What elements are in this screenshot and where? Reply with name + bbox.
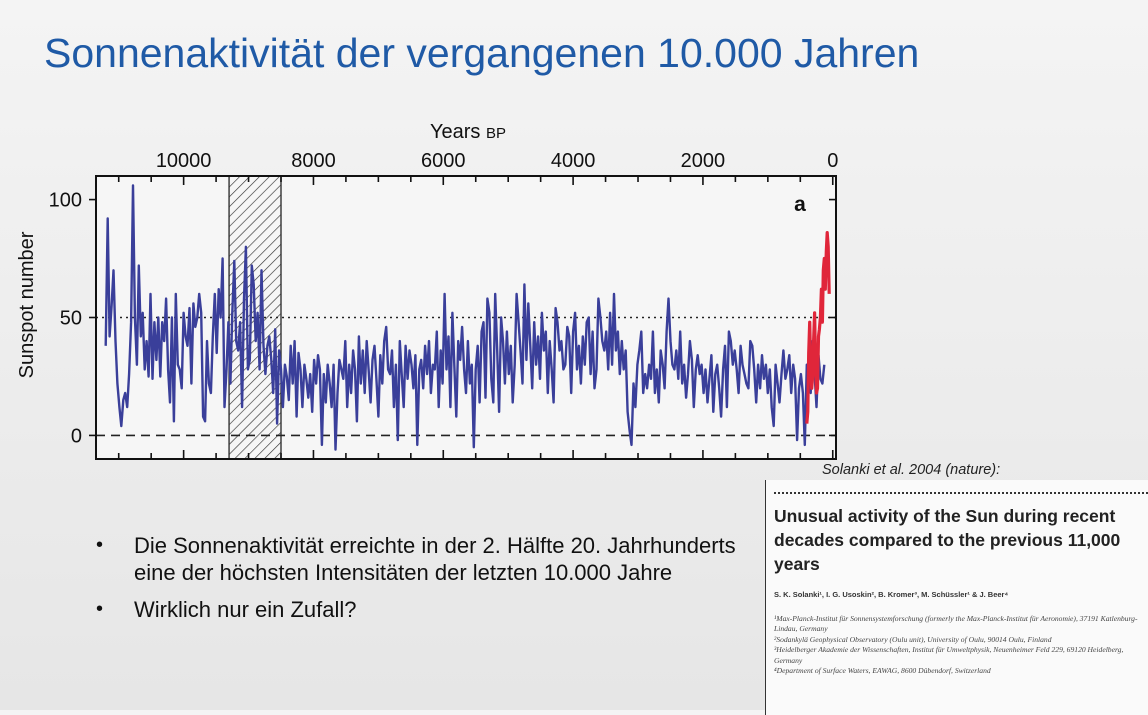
x-tick-label: 4000 <box>550 150 596 172</box>
bullet-item: • Wirklich nur ein Zufall? <box>96 596 736 623</box>
plot-area <box>96 176 836 459</box>
y-tick-label: 50 <box>59 307 82 330</box>
affiliation: ²Sodankylä Geophysical Observatory (Oulu unit), University of Oulu, 90014 Oulu, Finland <box>774 634 1052 644</box>
paper-affiliations <box>774 614 1146 676</box>
citation: Solanki et al. 2004 (nature): <box>822 462 1001 478</box>
y-axis-title: Sunspot number <box>16 231 38 379</box>
x-tick-label: 2000 <box>680 150 726 172</box>
paper-authors: S. K. Solanki¹, I. G. Usoskin², B. Kromer³, M. Schüssler¹ & J. Beer⁴ <box>774 590 1009 599</box>
x-tick-label: 0 <box>827 150 839 172</box>
slide-title: Sonnenaktivität der vergangenen 10.000 Jahren <box>44 30 920 76</box>
paper-excerpt <box>765 480 1148 715</box>
x-axis-title: Years BP <box>430 121 506 143</box>
y-tick-label: 100 <box>48 189 82 212</box>
x-tick-label: 8000 <box>291 150 336 172</box>
affiliation: ¹Max-Planck-Institut für Sonnensystemforschung (formerly the Max-Planck-Institut für Aeronomie), 37191 Katlenburg-Lindau, Germany <box>774 614 1138 634</box>
bullet-item: • Die Sonnenaktivität erreichte in der 2. Hälfte 20. Jahrhunderts eine der höchsten Intensitäten der letzten 10.000 Jahre <box>96 532 736 586</box>
x-tick-label: 6000 <box>421 150 466 172</box>
paper-title: Unusual activity of the Sun during recent decades compared to the previous 11,000 years <box>774 506 1121 574</box>
bullet-list <box>96 532 736 633</box>
affiliation: ⁴Department of Surface Waters, EAWAG, 8600 Dübendorf, Switzerland <box>774 666 991 676</box>
dotted-divider <box>774 492 1148 494</box>
y-tick-label: 0 <box>70 425 82 448</box>
panel-label: a <box>794 193 806 216</box>
affiliation: ³Heidelberger Akademie der Wissenschaften, Institut für Umweltphysik, Neuenheimer Feld 229, 69120 Heidelberg, Germany <box>774 645 1124 665</box>
x-tick-label: 10000 <box>155 150 212 172</box>
